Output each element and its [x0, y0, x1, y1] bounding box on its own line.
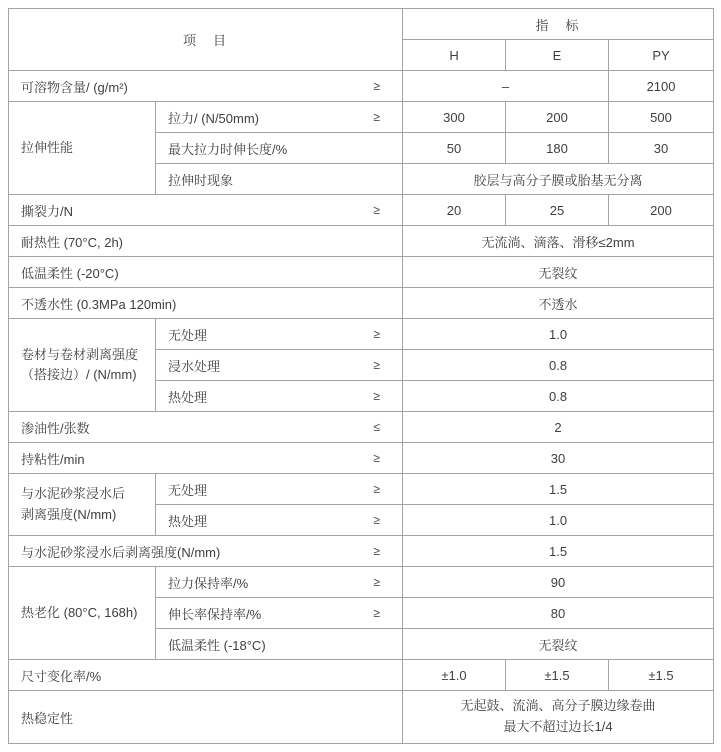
row-label: 耐热性 (70°C, 2h): [21, 234, 124, 250]
value-line2: 最大不超过边长1/4: [503, 719, 613, 734]
row-label: 热处理: [168, 389, 208, 405]
value-h: ±1.0: [403, 660, 506, 691]
value-all: 不透水: [403, 288, 714, 319]
value-all: 1.5: [403, 474, 714, 505]
row-tensile-force: [9, 102, 714, 133]
value-py: 30: [609, 133, 714, 164]
value-e: 25: [506, 195, 609, 226]
row-roll-peel-untreated: [9, 319, 714, 350]
gte-symbol: ≥: [373, 389, 381, 403]
gte-symbol: ≥: [373, 544, 381, 558]
row-oil-penetration: [9, 412, 714, 443]
value-all: 30: [403, 443, 714, 474]
row-label: 浸水处理: [168, 358, 221, 374]
gte-symbol: ≥: [373, 327, 381, 341]
gte-symbol: ≥: [373, 575, 381, 589]
spec-table: [8, 8, 714, 744]
group-roll-peel: [9, 319, 156, 412]
row-aging-tensile-retention: [9, 567, 714, 598]
value-e: 180: [506, 133, 609, 164]
row-label: 渗油性/张数: [21, 420, 90, 436]
row-label: 尺寸变化率/%: [21, 668, 102, 684]
row-tear-strength: [9, 195, 714, 226]
row-label: 持粘性/min: [21, 451, 85, 467]
header-grade-e: E: [506, 40, 609, 71]
group-heat-aging: 热老化 (80°C, 168h): [9, 567, 156, 660]
row-impermeability: [9, 288, 714, 319]
row-label: 无处理: [168, 482, 208, 498]
gte-symbol: ≥: [373, 358, 381, 372]
value-all: 2: [403, 412, 714, 443]
row-dimension-change: [9, 660, 714, 691]
row-label: 拉力保持率/%: [168, 575, 249, 591]
value-line1: 无起鼓、流淌、高分子膜边缘卷曲: [460, 698, 656, 714]
value-py: 500: [609, 102, 714, 133]
value-all: 无裂纹: [403, 257, 714, 288]
row-thermal-stability: [9, 691, 714, 744]
gte-symbol: ≥: [373, 606, 381, 620]
row-label: 无处理: [168, 327, 208, 343]
group-label-line2: （搭接边）/ (N/mm): [21, 367, 137, 382]
value-h: 50: [403, 133, 506, 164]
group-label-line2: 剥离强度(N/mm): [21, 506, 117, 522]
value-h: 300: [403, 102, 506, 133]
gte-symbol: ≥: [373, 513, 381, 527]
group-cement-peel: [9, 474, 156, 536]
value-he: –: [403, 71, 609, 102]
value-all: 0.8: [403, 350, 714, 381]
group-label-line1: 卷材与卷材剥离强度: [21, 346, 139, 362]
row-tack-retention: [9, 443, 714, 474]
row-label: 热处理: [168, 513, 208, 529]
row-cement-immersed-peel: [9, 536, 714, 567]
gte-symbol: ≥: [373, 482, 381, 496]
row-heat-resistance: [9, 226, 714, 257]
group-label-line1: 与水泥砂浆浸水后: [21, 486, 126, 502]
row-cement-peel-untreated: [9, 474, 714, 505]
value-all: 80: [403, 598, 714, 629]
gte-symbol: ≥: [373, 110, 381, 124]
value-h: 20: [403, 195, 506, 226]
row-label: 与水泥砂浆浸水后剥离强度(N/mm): [21, 544, 221, 560]
row-label: 低温柔性 (-18°C): [168, 637, 266, 653]
row-soluble-content: [9, 71, 714, 102]
value-all: 90: [403, 567, 714, 598]
value-py: 200: [609, 195, 714, 226]
row-label: 拉力/ (N/50mm): [168, 110, 260, 126]
header-index: 指 标: [403, 9, 714, 40]
value-all: 无流淌、滴落、滑移≤2mm: [403, 226, 714, 257]
row-label: 不透水性 (0.3MPa 120min): [21, 296, 177, 312]
value-all: 胶层与高分子膜或胎基无分离: [403, 164, 714, 195]
row-low-temp-flexibility: [9, 257, 714, 288]
row-label: 伸长率保持率/%: [168, 606, 262, 622]
header-grade-h: H: [403, 40, 506, 71]
lte-symbol: ≤: [373, 420, 381, 434]
value-e: 200: [506, 102, 609, 133]
header-grade-py: PY: [609, 40, 714, 71]
value-all: 1.0: [403, 505, 714, 536]
row-label: 最大拉力时伸长度/%: [168, 141, 288, 157]
value-all: 1.5: [403, 536, 714, 567]
value-py: 2100: [609, 71, 714, 102]
group-tensile: 拉伸性能: [9, 102, 156, 195]
value-all: [403, 691, 714, 744]
value-all: 无裂纹: [403, 629, 714, 660]
row-label: 热稳定性: [21, 710, 74, 726]
value-e: ±1.5: [506, 660, 609, 691]
header-item: 项 目: [9, 9, 403, 71]
value-py: ±1.5: [609, 660, 714, 691]
value-all: 0.8: [403, 381, 714, 412]
gte-symbol: ≥: [373, 451, 381, 465]
row-label: 可溶物含量/ (g/m²): [21, 79, 128, 95]
gte-symbol: ≥: [373, 79, 381, 93]
gte-symbol: ≥: [373, 203, 381, 217]
row-label: 拉伸时现象: [168, 172, 234, 188]
row-label: 低温柔性 (-20°C): [21, 265, 119, 281]
value-all: 1.0: [403, 319, 714, 350]
header-row-1: [9, 9, 714, 40]
row-label: 撕裂力/N: [21, 203, 74, 219]
